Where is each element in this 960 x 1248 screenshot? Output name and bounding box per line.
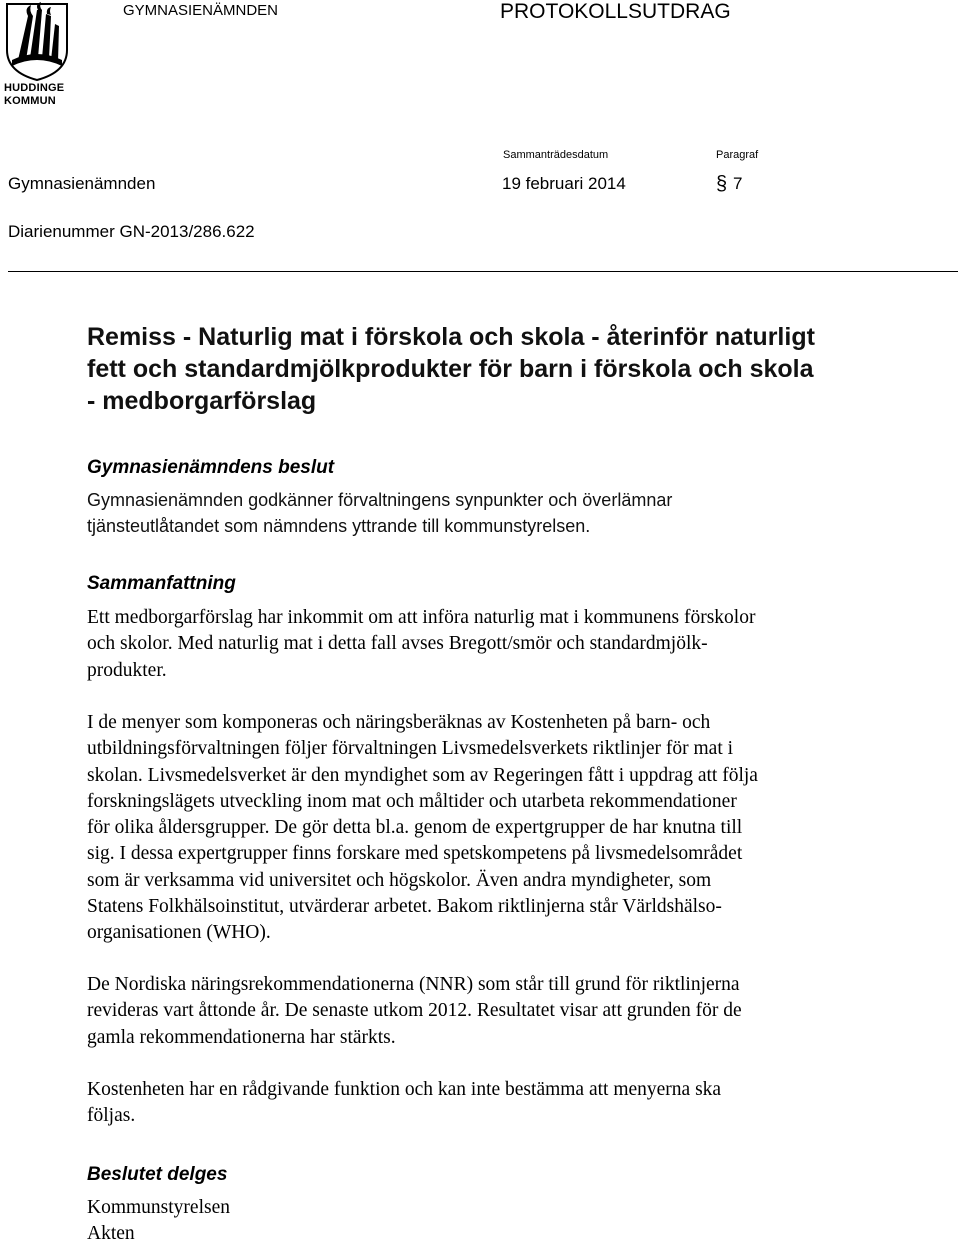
document-type: PROTOKOLLSUTDRAG bbox=[500, 0, 731, 23]
paragraph-line: De Nordiska näringsrekommendationerna (NNR) som står till grund för riktlinjerna bbox=[87, 974, 740, 995]
date-label: Sammanträdesdatum bbox=[503, 149, 609, 161]
paragraph-line: för olika åldersgrupper. De gör detta bl.a. genom de expertgrupper de har knutna till bbox=[87, 817, 743, 839]
decision-text bbox=[87, 487, 887, 539]
paragraph-line: gamla rekommendationerna har stärkts. bbox=[87, 1026, 396, 1048]
case-number: Diarienummer GN-2013/286.622 bbox=[8, 222, 255, 241]
summary-paragraph-1 bbox=[87, 605, 877, 684]
organization-name: GYMNASIENÄMNDEN bbox=[123, 2, 279, 19]
header-divider bbox=[8, 271, 958, 272]
summary-heading: Sammanfattning bbox=[87, 573, 236, 594]
paragraph-line: Statens Folkhälsoinstitut, utvärderar arbetet. Bakom riktlinjerna står Världshälso- bbox=[87, 896, 722, 918]
paragraph-line: sig. I dessa expertgrupper finns forskare med spetskompetens på livsmedelsområdet bbox=[87, 843, 743, 865]
huddinge-kommun-logo bbox=[4, 2, 70, 108]
summary-paragraph-2 bbox=[87, 710, 877, 947]
paragraph-line: I de menyer som komponeras och näringsberäknas av Kostenheten på barn- och bbox=[87, 712, 711, 733]
paragraph-line: följas. bbox=[87, 1105, 136, 1127]
distribution-heading: Beslutet delges bbox=[87, 1164, 228, 1185]
distribution-list bbox=[87, 1195, 877, 1248]
meeting-date: 19 februari 2014 bbox=[502, 174, 626, 193]
decision-line: Gymnasienämnden godkänner förvaltningens synpunkter och överlämnar bbox=[87, 490, 673, 510]
title-line: - medborgarförslag bbox=[87, 387, 317, 415]
logo-text-line2: KOMMUN bbox=[4, 95, 56, 107]
board-name: Gymnasienämnden bbox=[8, 174, 156, 193]
paragraph-line: Ett medborgarförslag har inkommit om att införa naturlig mat i kommunens förskolor bbox=[87, 607, 756, 628]
paragraph-line: skolan. Livsmedelsverket är den myndighet som av Regeringen fått i uppdrag att följa bbox=[87, 764, 758, 786]
recipient-item: Akten bbox=[87, 1223, 135, 1245]
paragraph-line: revideras vart åttonde år. De senaste utkom 2012. Resultatet visar att grunden för de bbox=[87, 1000, 742, 1022]
decision-heading: Gymnasienämndens beslut bbox=[87, 457, 335, 478]
page-title bbox=[87, 321, 927, 417]
summary-paragraph-3 bbox=[87, 972, 877, 1051]
paragraph-symbol: § bbox=[716, 173, 728, 195]
paragraph-number: 7 bbox=[733, 174, 743, 193]
title-line: fett och standardmjölkprodukter för barn i förskola och skola bbox=[87, 355, 814, 383]
paragraph-line: Kostenheten har en rådgivande funktion och kan inte bestämma att menyerna ska bbox=[87, 1079, 722, 1100]
paragraph-line: produkter. bbox=[87, 659, 167, 681]
title-line: Remiss - Naturlig mat i förskola och skola - återinför naturligt bbox=[87, 323, 815, 351]
paragraph-line: och skolor. Med naturlig mat i detta fall avses Bregott/smör och standardmjölk- bbox=[87, 633, 708, 655]
paragraph-line: utbildningsförvaltningen följer förvaltningen Livsmedelsverkets riktlinjer för mat i bbox=[87, 738, 734, 760]
summary-paragraph-4 bbox=[87, 1077, 877, 1130]
coat-of-arms-icon bbox=[4, 2, 70, 82]
recipient-item: Kommunstyrelsen bbox=[87, 1197, 230, 1218]
paragraph-line: forskningslägets utveckling inom mat och måltider och utarbeta rekommendationer bbox=[87, 790, 737, 812]
logo-text-line1: HUDDINGE bbox=[4, 82, 65, 94]
paragraph-line: som är verksamma vid universitet och högskolor. Även andra myndigheter, som bbox=[87, 869, 712, 891]
decision-line: tjänsteutlåtandet som nämndens yttrande till kommunstyrelsen. bbox=[87, 516, 591, 536]
paragraph-line: organisationen (WHO). bbox=[87, 922, 271, 944]
paragraph-label: Paragraf bbox=[716, 149, 759, 161]
